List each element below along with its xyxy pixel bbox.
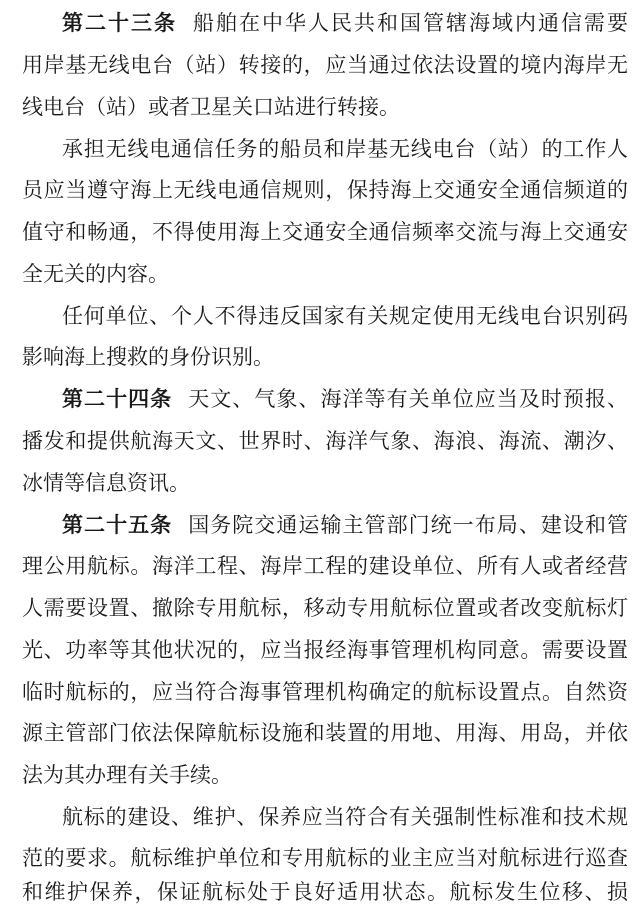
article-24-heading: 第二十四条 (62, 387, 173, 411)
article-25-line-7: 法为其办理有关手续。 (22, 763, 232, 787)
article-25-line-1 (62, 507, 628, 543)
article-25-line-5: 临时航标的，应当符合海事管理机构确定的航标设置点。自然资 (22, 680, 628, 704)
paragraph-6-line-3: 和维护保养，保证航标处于良好适用状态。航标发生位移、损 (22, 880, 628, 904)
article-25-heading: 第二十五条 (62, 513, 173, 537)
paragraph-6-line-1: 航标的建设、维护、保养应当符合有关强制性标准和技术规 (62, 805, 628, 829)
paragraph-6-line-2: 范的要求。航标维护单位和专用航标的业主应当对航标进行巡查 (22, 846, 628, 870)
article-25-line-3: 人需要设置、撤除专用航标，移动专用航标位置或者改变航标灯 (22, 596, 628, 620)
article-24-line-3: 冰情等信息资讯。 (22, 471, 190, 495)
article-23-line-2: 用岸基无线电台（站）转接的，应当通过依法设置的境内海岸无 (22, 53, 628, 77)
article-23-line-1 (62, 5, 628, 41)
text-line: 船舶在中华人民共和国管辖海域内通信需要 (193, 11, 628, 35)
article-25-line-2: 理公用航标。海洋工程、海岸工程的建设单位、所有人或者经营 (22, 554, 628, 578)
text-line: 天文、气象、海洋等有关单位应当及时预报、 (188, 387, 629, 411)
paragraph-2-line-3: 值守和畅通，不得使用海上交通安全通信频率交流与海上交通安 (22, 220, 628, 244)
paragraph-2-line-4: 全无关的内容。 (22, 262, 169, 286)
paragraph-2-line-2: 员应当遵守海上无线电通信规则，保持海上交通安全通信频道的 (22, 178, 628, 202)
paragraph-3-line-1: 任何单位、个人不得违反国家有关规定使用无线电台识别码 (62, 304, 628, 328)
article-25-line-4: 光、功率等其他状况的，应当报经海事管理机构同意。需要设置 (22, 638, 628, 662)
text-line: 国务院交通运输主管部门统一布局、建设和管 (188, 513, 629, 537)
article-24-line-2: 播发和提供航海天文、世界时、海洋气象、海浪、海流、潮汐、 (22, 429, 628, 453)
article-25-line-6: 源主管部门依法保障航标设施和装置的用地、用海、用岛，并依 (22, 721, 628, 745)
paragraph-2-line-1: 承担无线电通信任务的船员和岸基无线电台（站）的工作人 (62, 137, 628, 161)
article-23-line-3: 线电台（站）或者卫星关口站进行转接。 (22, 95, 400, 119)
article-24-line-1 (62, 381, 628, 417)
paragraph-3-line-2: 影响海上搜救的身份识别。 (22, 345, 274, 369)
article-23-heading: 第二十三条 (62, 11, 177, 35)
